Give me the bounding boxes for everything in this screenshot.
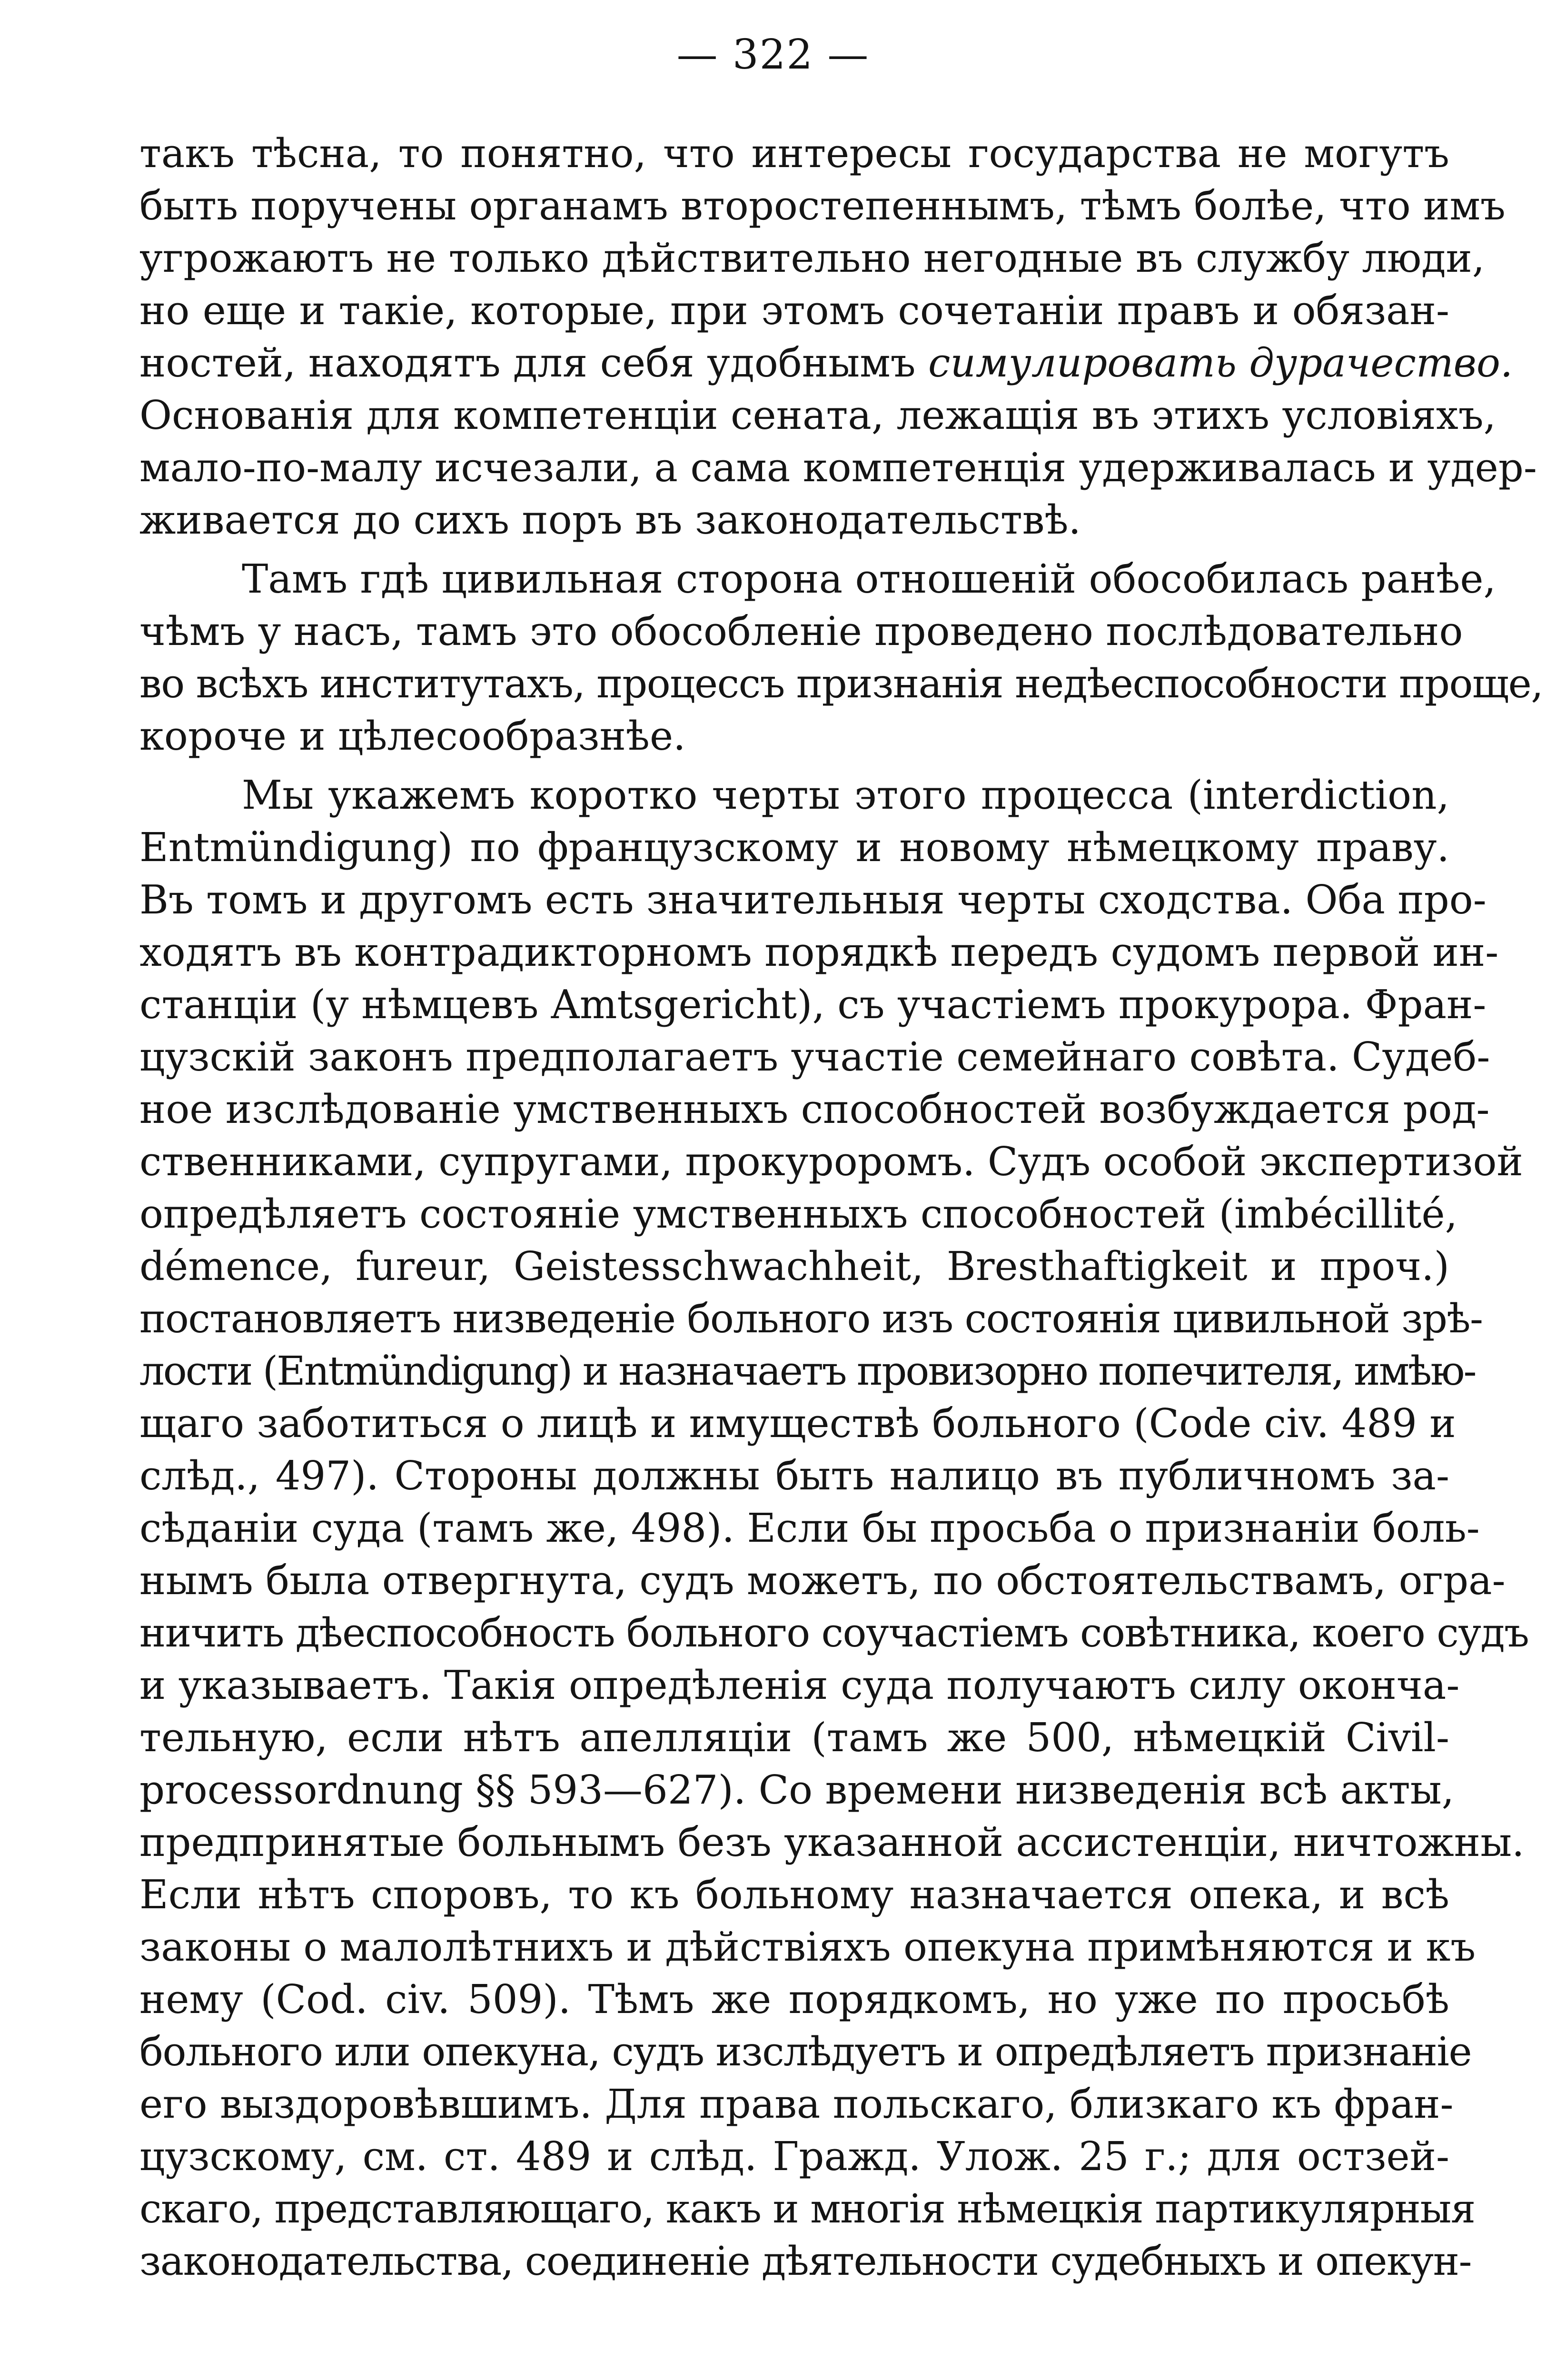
text-line: ходятъ въ контрадикторномъ порядкѣ передъ судомъ первой ин- bbox=[139, 929, 1499, 975]
text-line: Entmündigung) по французскому и новому нѣмецкому праву. bbox=[139, 824, 1449, 871]
text-line: тельную, если нѣтъ апелляціи (тамъ же 500, нѣмецкій Civil- bbox=[139, 1715, 1449, 1761]
text-line: во всѣхъ институтахъ, процессъ признанія недѣеспособности проще, bbox=[139, 661, 1543, 707]
text-line: щаго заботиться о лицѣ и имуществѣ больного (Code civ. 489 и bbox=[139, 1400, 1456, 1447]
text-line: но еще и такіе, которые, при этомъ сочетаніи правъ и обязан- bbox=[139, 288, 1449, 334]
text-line: Если нѣтъ споровъ, то къ больному назначается опека, и всѣ bbox=[139, 1872, 1449, 1918]
text-line: постановляетъ низведеніе больного изъ состоянія цивильной зрѣ- bbox=[139, 1296, 1483, 1342]
text-line: démence, fureur, Geistesschwachheit, Bresthaftigkeit и проч.) bbox=[139, 1243, 1449, 1289]
text-line: processordnung §§ 593—627). Со времени низведенія всѣ акты, bbox=[139, 1767, 1455, 1813]
text-line: короче и цѣлесообразнѣе. bbox=[139, 713, 686, 759]
text-line bbox=[139, 337, 1513, 389]
text-line: скаго, представляющаго, какъ и многія нѣмецкія партикулярныя bbox=[139, 2186, 1475, 2232]
text-line: его выздоровѣвшимъ. Для права польскаго, близкаго къ фран- bbox=[139, 2081, 1454, 2127]
text-line: законы о малолѣтнихъ и дѣйствіяхъ опекуна примѣняются и къ bbox=[139, 1924, 1476, 1970]
text-line: законодательства, соединеніе дѣятельности судебныхъ и опекун- bbox=[139, 2238, 1472, 2284]
text-line: предпринятые больнымъ безъ указанной ассистенціи, ничтожны. bbox=[139, 1819, 1525, 1865]
page-number: — 322 — bbox=[676, 31, 870, 79]
text-line: сѣданіи суда (тамъ же, 498). Если бы просьба о признаніи боль- bbox=[139, 1505, 1480, 1551]
text-line: лости (Entmündigung) и назначаетъ провизорно попечителя, имѣю- bbox=[139, 1348, 1476, 1394]
text-line: чѣмъ у насъ, тамъ это обособленіе проведено послѣдовательно bbox=[139, 608, 1463, 654]
text-line: и указываетъ. Такія опредѣленія суда получаютъ силу оконча- bbox=[139, 1662, 1460, 1708]
italic-emphasis: симулировать дурачество. bbox=[928, 340, 1513, 386]
text-fragment: ностей, находятъ для себя удобнымъ bbox=[139, 340, 916, 386]
text-line: опредѣляетъ состояніе умственныхъ способностей (imbécillité, bbox=[139, 1191, 1458, 1237]
page-text bbox=[139, 128, 1543, 2288]
text-line: такъ тѣсна, то понятно, что интересы государства не могутъ bbox=[139, 130, 1449, 177]
text-line: угрожаютъ не только дѣйствительно негодные въ службу люди, bbox=[139, 235, 1485, 281]
text-line: Въ томъ и другомъ есть значительныя черты сходства. Оба про- bbox=[139, 877, 1487, 923]
text-line: цузскій законъ предполагаетъ участіе семейнаго совѣта. Судеб- bbox=[139, 1034, 1490, 1080]
text-line: мало-по-малу исчезали, а сама компетенція удерживалась и удер- bbox=[139, 445, 1537, 491]
text-line: нымъ была отвергнута, судъ можетъ, по обстоятельствамъ, огра- bbox=[139, 1557, 1506, 1604]
text-line: живается до сихъ поръ въ законодательствѣ. bbox=[139, 497, 1081, 543]
text-line: Основанія для компетенціи сената, лежащія въ этихъ условіяхъ, bbox=[139, 392, 1496, 438]
text-line: слѣд., 497). Стороны должны быть налицо въ публичномъ за- bbox=[139, 1453, 1449, 1499]
text-line: нему (Cod. civ. 509). Тѣмъ же порядкомъ, но уже по просьбѣ bbox=[139, 1976, 1449, 2023]
text-line: Тамъ гдѣ цивильная сторона отношеній обособилась ранѣе, bbox=[242, 556, 1496, 602]
text-line: ное изслѣдованіе умственныхъ способностей возбуждается род- bbox=[139, 1086, 1490, 1132]
text-line: ничить дѣеспособность больного соучастіемъ совѣтника, коего судъ bbox=[139, 1610, 1529, 1656]
text-line: цузскому, см. ст. 489 и слѣд. Гражд. Улож. 25 г.; для остзей- bbox=[139, 2133, 1449, 2180]
text-line: ственниками, супругами, прокуроромъ. Судъ особой экспертизой bbox=[139, 1139, 1523, 1185]
text-line: станціи (у нѣмцевъ Amtsgericht), съ участіемъ прокурора. Фран- bbox=[139, 982, 1487, 1028]
text-line: быть поручены органамъ второстепеннымъ, тѣмъ болѣе, что имъ bbox=[139, 183, 1506, 229]
text-line: больного или опекуна, судъ изслѣдуетъ и опредѣляетъ признаніе bbox=[139, 2029, 1472, 2075]
text-line: Мы укажемъ коротко черты этого процесса (interdiction, bbox=[242, 772, 1449, 818]
